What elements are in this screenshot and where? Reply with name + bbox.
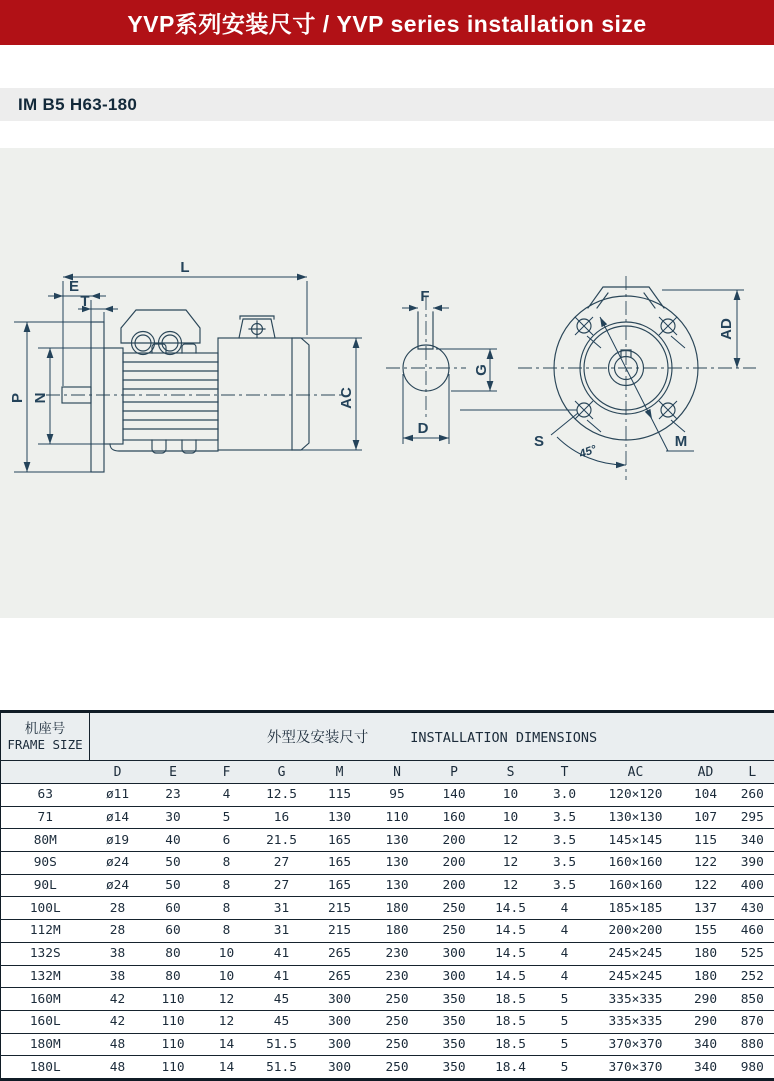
dim-cell: 122 [681, 852, 731, 875]
flange-front-view [460, 276, 756, 480]
dim-label-D: D [418, 420, 429, 437]
column-header-S: S [483, 761, 539, 784]
dim-cell: 245×245 [591, 942, 681, 965]
dim-cell: 130 [369, 874, 426, 897]
dim-cell: 14.5 [483, 920, 539, 943]
dim-cell: 31 [253, 897, 311, 920]
dim-label-P: P [9, 393, 26, 403]
table-row [1, 988, 774, 1011]
frame-size-cell: 132M [1, 965, 90, 988]
dim-cell: 60 [146, 897, 201, 920]
dim-N [32, 348, 104, 444]
dim-cell: 23 [146, 784, 201, 807]
dim-cell: 165 [311, 852, 369, 875]
dim-cell: 107 [681, 806, 731, 829]
eyebolt-icon [239, 316, 275, 338]
dim-label-G: G [473, 364, 490, 376]
dim-cell: 165 [311, 829, 369, 852]
dim-cell: 160×160 [591, 874, 681, 897]
dim-cell: 110 [146, 1056, 201, 1080]
dim-cell: 5 [539, 988, 591, 1011]
dim-cell: 160×160 [591, 852, 681, 875]
dim-cell: 300 [311, 1010, 369, 1033]
dim-cell: 260 [731, 784, 774, 807]
frame-size-cell: 180L [1, 1056, 90, 1080]
dim-cell: 18.5 [483, 988, 539, 1011]
dim-45deg [557, 437, 626, 468]
dim-cell: 340 [731, 829, 774, 852]
dim-cell: 200 [426, 874, 483, 897]
dim-cell: 12.5 [253, 784, 311, 807]
dim-cell: 5 [539, 1010, 591, 1033]
bolt-hole [575, 401, 601, 432]
dim-label-AC: AC [338, 387, 355, 409]
dim-cell: 160 [426, 806, 483, 829]
frame-size-cell: 160L [1, 1010, 90, 1033]
dim-cell: 300 [311, 1033, 369, 1056]
dim-cell: 300 [426, 942, 483, 965]
dim-cell: 250 [369, 1010, 426, 1033]
dim-cell: 48 [90, 1033, 146, 1056]
frame-size-cell: 132S [1, 942, 90, 965]
table-row [1, 806, 774, 829]
column-header-E: E [146, 761, 201, 784]
table-row [1, 1056, 774, 1080]
dim-cell: 10 [483, 784, 539, 807]
dim-cell: 95 [369, 784, 426, 807]
dim-cell: 115 [681, 829, 731, 852]
dim-cell: 340 [681, 1033, 731, 1056]
dim-cell: 137 [681, 897, 731, 920]
shaft-section-view [386, 288, 497, 444]
column-header-T: T [539, 761, 591, 784]
dim-cell: 45 [253, 1010, 311, 1033]
frame-size-cell: 71 [1, 806, 90, 829]
frame-size-cell: 90S [1, 852, 90, 875]
dim-cell: 14 [201, 1056, 253, 1080]
frame-size-cell: 80M [1, 829, 90, 852]
dim-cell: 50 [146, 852, 201, 875]
table-body [1, 784, 774, 1080]
dim-cell: 14.5 [483, 897, 539, 920]
table-row [1, 942, 774, 965]
dim-label-T: T [80, 293, 89, 310]
title-bar [0, 0, 774, 45]
dim-cell: 335×335 [591, 988, 681, 1011]
dim-cell: 300 [426, 965, 483, 988]
dim-cell: 45 [253, 988, 311, 1011]
dim-cell: 8 [201, 897, 253, 920]
dim-cell: 14 [201, 1033, 253, 1056]
dim-cell: 4 [201, 784, 253, 807]
dim-label-E: E [69, 278, 79, 295]
dim-cell: ø14 [90, 806, 146, 829]
dim-cell: 340 [681, 1056, 731, 1080]
dim-cell: 245×245 [591, 965, 681, 988]
dim-cell: 18.5 [483, 1010, 539, 1033]
dim-cell: 300 [311, 1056, 369, 1080]
dim-cell: 38 [90, 942, 146, 965]
dim-cell: 290 [681, 1010, 731, 1033]
dim-cell: 215 [311, 920, 369, 943]
dimensions-header [90, 712, 774, 761]
dim-cell: 12 [201, 1010, 253, 1033]
dim-cell: 980 [731, 1056, 774, 1080]
column-header-AD: AD [681, 761, 731, 784]
dim-cell: 8 [201, 852, 253, 875]
dim-cell: 430 [731, 897, 774, 920]
dim-cell: 80 [146, 942, 201, 965]
dim-cell: 215 [311, 897, 369, 920]
dim-cell: 10 [483, 806, 539, 829]
dim-cell: 41 [253, 942, 311, 965]
dim-cell: ø24 [90, 874, 146, 897]
dim-cell: 27 [253, 874, 311, 897]
dim-cell: 180 [369, 920, 426, 943]
dim-cell: 28 [90, 897, 146, 920]
dim-cell: 250 [369, 988, 426, 1011]
dim-cell: 350 [426, 1033, 483, 1056]
dim-cell: 12 [483, 874, 539, 897]
dim-cell: 8 [201, 874, 253, 897]
frame-size-cell: 90L [1, 874, 90, 897]
dim-cell: 185×185 [591, 897, 681, 920]
dim-cell: 400 [731, 874, 774, 897]
dim-cell: 41 [253, 965, 311, 988]
dim-cell: 4 [539, 965, 591, 988]
dim-cell: 4 [539, 920, 591, 943]
dim-cell: 30 [146, 806, 201, 829]
dim-cell: 5 [201, 806, 253, 829]
dim-cell: 4 [539, 897, 591, 920]
dim-cell: 14.5 [483, 965, 539, 988]
dim-cell: 3.5 [539, 874, 591, 897]
dim-cell: 460 [731, 920, 774, 943]
dim-cell: 50 [146, 874, 201, 897]
dim-cell: 295 [731, 806, 774, 829]
dim-cell: 110 [146, 1010, 201, 1033]
column-header-AC: AC [591, 761, 681, 784]
dim-cell: 250 [369, 1056, 426, 1080]
frame-size-header-en: FRAME SIZE [1, 737, 89, 753]
dim-cell: 115 [311, 784, 369, 807]
dim-cell: 40 [146, 829, 201, 852]
dim-cell: 300 [311, 988, 369, 1011]
dim-cell: 51.5 [253, 1056, 311, 1080]
dim-cell: 230 [369, 942, 426, 965]
column-header-empty [1, 761, 90, 784]
dim-cell: 80 [146, 965, 201, 988]
dim-cell: 27 [253, 852, 311, 875]
dim-cell: 180 [681, 965, 731, 988]
dimensions-header-en: INSTALLATION DIMENSIONS [410, 730, 597, 746]
dim-cell: 200×200 [591, 920, 681, 943]
dim-F [402, 288, 449, 311]
table-header-row [1, 712, 774, 761]
dim-cell: 370×370 [591, 1056, 681, 1080]
dim-cell: 252 [731, 965, 774, 988]
dim-cell: 51.5 [253, 1033, 311, 1056]
dim-cell: 122 [681, 874, 731, 897]
dim-cell: 42 [90, 1010, 146, 1033]
bolt-hole [659, 401, 685, 432]
dim-cell: 48 [90, 1056, 146, 1080]
dim-cell: 31 [253, 920, 311, 943]
dim-cell: 390 [731, 852, 774, 875]
table-row [1, 920, 774, 943]
dim-E [48, 278, 106, 385]
dim-cell: 180 [369, 897, 426, 920]
dim-label-L: L [180, 259, 189, 276]
table-row [1, 1010, 774, 1033]
dim-cell: 335×335 [591, 1010, 681, 1033]
dim-cell: 18.4 [483, 1056, 539, 1080]
dim-cell: 265 [311, 942, 369, 965]
technical-drawing-panel [0, 148, 774, 618]
dim-cell: 350 [426, 1010, 483, 1033]
dim-cell: 880 [731, 1033, 774, 1056]
table-row [1, 1033, 774, 1056]
dim-cell: 250 [426, 897, 483, 920]
frame-size-cell: 100L [1, 897, 90, 920]
dim-cell: 16 [253, 806, 311, 829]
dim-cell: 5 [539, 1056, 591, 1080]
dim-cell: 42 [90, 988, 146, 1011]
dim-label-F: F [420, 288, 429, 305]
dim-cell: 265 [311, 965, 369, 988]
page-title: YVP系列安装尺寸 / YVP series installation size [127, 6, 646, 39]
column-header-row [1, 761, 774, 784]
frame-size-cell: 180M [1, 1033, 90, 1056]
dim-cell: 3.5 [539, 806, 591, 829]
frame-size-header [1, 712, 90, 761]
column-header-M: M [311, 761, 369, 784]
dim-cell: 250 [369, 1033, 426, 1056]
dim-cell: 120×120 [591, 784, 681, 807]
mount-code: IM B5 H63-180 [0, 95, 137, 115]
dim-cell: 110 [369, 806, 426, 829]
dim-M [600, 317, 694, 451]
dim-cell: 155 [681, 920, 731, 943]
dim-AC [294, 338, 362, 450]
table-row [1, 852, 774, 875]
dim-cell: 145×145 [591, 829, 681, 852]
dim-label-45: 45° [577, 443, 599, 461]
dim-cell: 10 [201, 965, 253, 988]
dim-cell: 5 [539, 1033, 591, 1056]
column-header-F: F [201, 761, 253, 784]
dim-cell: 12 [483, 852, 539, 875]
dim-cell: 14.5 [483, 942, 539, 965]
dim-cell: 60 [146, 920, 201, 943]
column-header-D: D [90, 761, 146, 784]
dim-cell: 850 [731, 988, 774, 1011]
dim-label-S: S [534, 433, 544, 450]
dim-cell: 12 [483, 829, 539, 852]
dim-cell: 290 [681, 988, 731, 1011]
dim-cell: 370×370 [591, 1033, 681, 1056]
dim-cell: 130 [369, 852, 426, 875]
dim-cell: 130×130 [591, 806, 681, 829]
dim-label-M: M [675, 433, 688, 450]
frame-size-cell: 160M [1, 988, 90, 1011]
frame-size-cell: 63 [1, 784, 90, 807]
dim-cell: 250 [426, 920, 483, 943]
dim-cell: 230 [369, 965, 426, 988]
motor-dimension-drawing [0, 148, 774, 618]
dim-cell: 104 [681, 784, 731, 807]
dim-cell: 140 [426, 784, 483, 807]
table-row [1, 897, 774, 920]
motor-side-view [9, 259, 362, 472]
dim-cell: 350 [426, 988, 483, 1011]
dim-cell: 8 [201, 920, 253, 943]
dim-cell: ø24 [90, 852, 146, 875]
dim-cell: 10 [201, 942, 253, 965]
dim-cell: 4 [539, 942, 591, 965]
table-row [1, 874, 774, 897]
dim-cell: 110 [146, 1033, 201, 1056]
dim-cell: 180 [681, 942, 731, 965]
dim-cell: 200 [426, 829, 483, 852]
dim-cell: 110 [146, 988, 201, 1011]
dim-P [9, 322, 103, 472]
dim-cell: 3.5 [539, 829, 591, 852]
dim-cell: 870 [731, 1010, 774, 1033]
dim-cell: 130 [311, 806, 369, 829]
dim-cell: 12 [201, 988, 253, 1011]
dim-cell: 18.5 [483, 1033, 539, 1056]
dim-cell: 200 [426, 852, 483, 875]
dim-cell: 3.0 [539, 784, 591, 807]
dim-cell: 6 [201, 829, 253, 852]
dim-label-N: N [32, 393, 49, 404]
dim-cell: 3.5 [539, 852, 591, 875]
dim-cell: 38 [90, 965, 146, 988]
column-header-L: L [731, 761, 774, 784]
installation-dimensions-table [0, 710, 774, 1081]
dim-S [460, 410, 578, 450]
dim-cell: 525 [731, 942, 774, 965]
table-row [1, 829, 774, 852]
mount-code-bar [0, 88, 774, 121]
dim-cell: 165 [311, 874, 369, 897]
column-header-G: G [253, 761, 311, 784]
dim-label-AD: AD [718, 318, 735, 340]
frame-size-cell: 112M [1, 920, 90, 943]
dimensions-header-cn: 外型及安装尺寸 [267, 730, 369, 746]
dim-cell: ø11 [90, 784, 146, 807]
table-row [1, 965, 774, 988]
table-row [1, 784, 774, 807]
dim-cell: 130 [369, 829, 426, 852]
column-header-N: N [369, 761, 426, 784]
column-header-P: P [426, 761, 483, 784]
dim-cell: 28 [90, 920, 146, 943]
dim-cell: 21.5 [253, 829, 311, 852]
frame-size-header-cn: 机座号 [1, 720, 89, 738]
dim-cell: 350 [426, 1056, 483, 1080]
dim-cell: ø19 [90, 829, 146, 852]
